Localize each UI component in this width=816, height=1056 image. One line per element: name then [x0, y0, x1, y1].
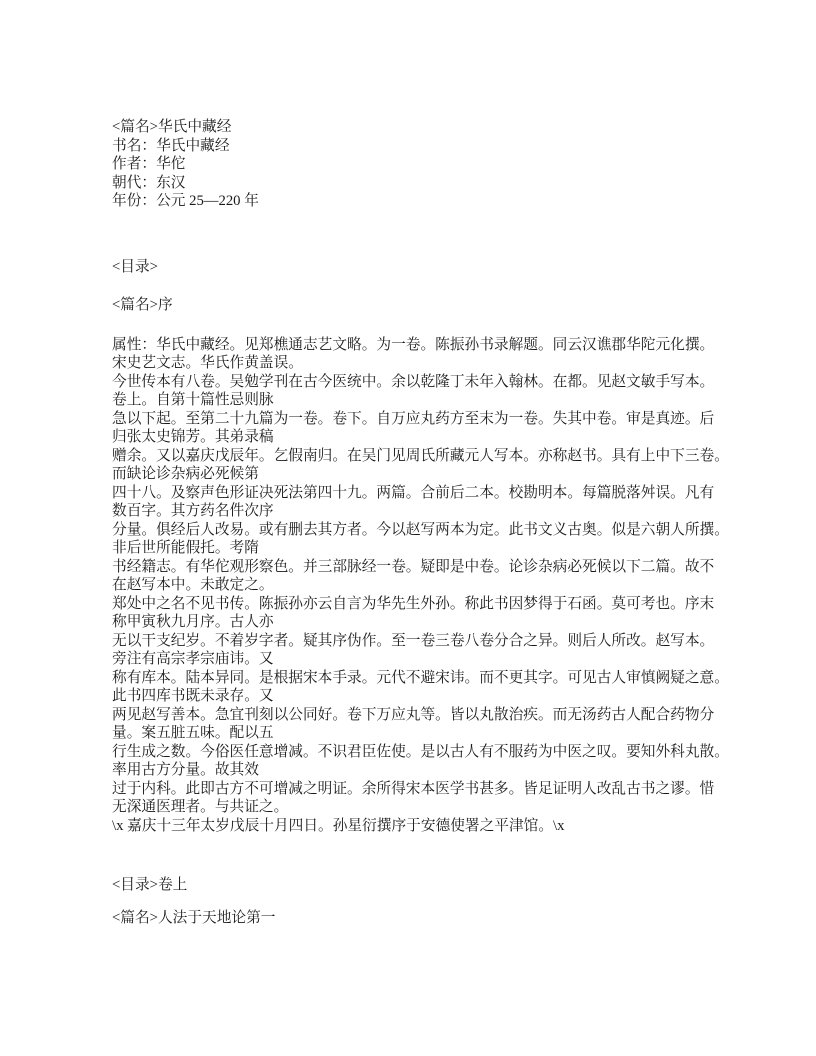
header-line: 书名：华氏中藏经 — [112, 137, 230, 154]
preface-line: 卷上。自第十篇性忌则脉 — [112, 392, 274, 408]
preface-line: 属性：华氏中藏经。见郑樵通志艺文略。为一卷。陈振孙书录解题。同云汉谯郡华陀元化撰。 — [112, 336, 715, 353]
preface-line: 分量。俱经后人改易。或有删去其方者。今以赵写两本为定。此书文义古奥。似是六朝人所撰。 — [112, 521, 729, 538]
section-title-chapter1-text: <篇名>人法于天地论第一 — [112, 909, 276, 926]
toc-marker-volume1 — [112, 876, 728, 895]
preface-line: 率用古方分量。故其效 — [112, 762, 259, 778]
preface-line: 称甲寅秋九月序。古人亦 — [112, 614, 274, 630]
preface-line: \x 嘉庆十三年太岁戊辰十月四日。孙星衍撰序于安德使署之平津馆。\x — [112, 817, 565, 834]
preface-line: 今世传本有八卷。吴勉学刊在古今医统中。余以乾隆丁未年入翰林。在都。见赵文敏手写本。 — [112, 373, 715, 390]
preface-line: 此书四库书既未录存。又 — [112, 688, 274, 704]
toc-marker-volume1-label: <目录>卷上 — [112, 877, 188, 893]
preface-line: 宋史艺文志。华氏作黄盖误。 — [112, 355, 303, 371]
preface-line: 非后世所能假托。考隋 — [112, 540, 259, 556]
preface-line: 无以干支纪岁。不着岁字者。疑其序伪作。至一卷三卷八卷分合之异。则后人所改。赵写本。 — [112, 632, 715, 649]
preface-line: 急以下起。至第二十九篇为一卷。卷下。自万应丸药方至末为一卷。失其中卷。审是真迹。后 — [112, 410, 715, 427]
toc-marker-label: <目录> — [112, 258, 158, 275]
section-title-preface — [112, 296, 728, 315]
document-header-metadata — [112, 118, 728, 211]
header-line: 朝代：东汉 — [112, 174, 186, 191]
preface-line: 无深通医理者。与共证之。 — [112, 799, 289, 815]
preface-line: 在赵写本中。未敢定之。 — [112, 577, 274, 593]
section-title-preface-text: <篇名>序 — [112, 297, 173, 313]
preface-line: 郑处中之名不见书传。陈振孙亦云自言为华先生外孙。称此书因梦得于石函。莫可考也。序末 — [112, 595, 715, 612]
toc-marker — [112, 258, 728, 277]
preface-line: 归张太史锦芳。其弟录稿 — [112, 429, 274, 445]
preface-body — [112, 336, 728, 836]
preface-line: 量。案五脏五味。配以五 — [112, 725, 274, 741]
header-line: 作者：华佗 — [112, 156, 186, 172]
preface-line: 行生成之数。今俗医任意增减。不识君臣佐使。是以古人有不服药为中医之叹。要知外科丸散。 — [112, 743, 729, 760]
preface-line: 称有库本。陆本异同。是根据宋本手录。元代不避宋讳。而不更其字。可见古人审慎阙疑之意。 — [112, 669, 729, 686]
header-line: 年份：公元 25—220 年 — [112, 193, 259, 209]
preface-line: 四十八。及察声色形证决死法第四十九。两篇。合前后二本。校勘明本。每篇脱落舛误。凡有 — [112, 484, 715, 501]
preface-line: 旁注有高宗孝宗庙讳。又 — [112, 651, 274, 667]
preface-line: 书经籍志。有华佗观形察色。并三部脉经一卷。疑即是中卷。论诊杂病必死候以下二篇。故不 — [112, 558, 715, 575]
header-line: <篇名>华氏中藏经 — [112, 119, 232, 135]
preface-line: 赠余。又以嘉庆戊辰年。乞假南归。在吴门见周氏所藏元人写本。亦称赵书。具有上中下三卷。 — [112, 447, 729, 464]
section-title-chapter1 — [112, 909, 728, 928]
preface-line: 两见赵写善本。急宜刊刻以公同好。卷下万应丸等。皆以丸散治疾。而无汤药古人配合药物分 — [112, 706, 715, 723]
preface-line: 而缺论诊杂病必死候第 — [112, 466, 259, 482]
preface-line: 数百字。其方药名件次序 — [112, 503, 274, 519]
preface-line: 过于内科。此即古方不可增减之明证。余所得宋本医学书甚多。皆足证明人改乱古书之谬。惜 — [112, 780, 715, 797]
